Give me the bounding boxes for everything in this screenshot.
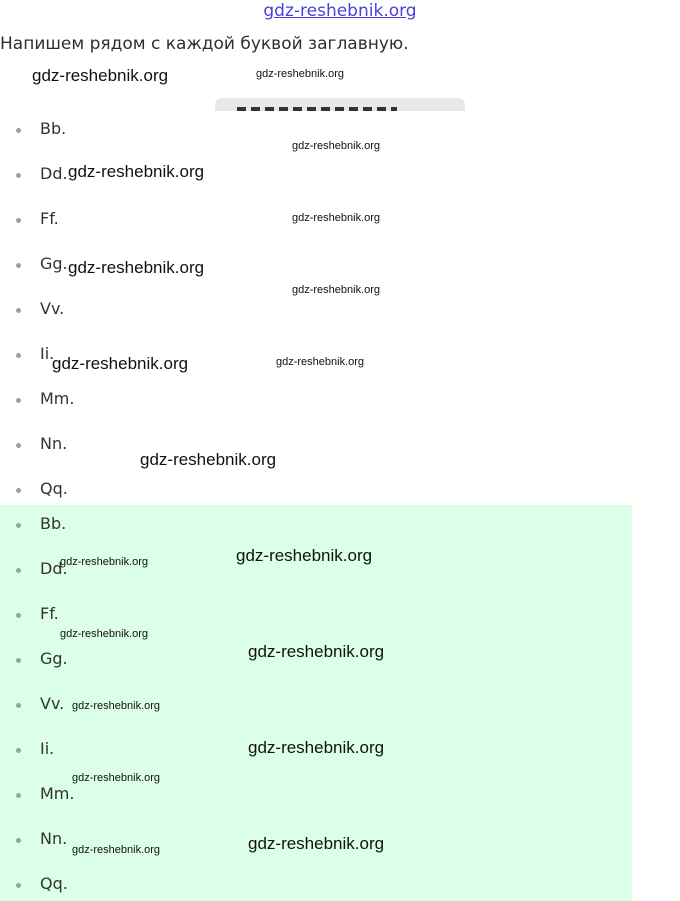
bullet-icon bbox=[16, 218, 21, 223]
watermark: gdz-reshebnik.org bbox=[256, 68, 345, 80]
bullet-icon bbox=[16, 748, 21, 753]
bullet-icon bbox=[16, 398, 21, 403]
bullet-icon bbox=[16, 488, 21, 493]
task-instruction: Напишем рядом с каждой буквой заглавную. bbox=[0, 34, 409, 54]
bullet-icon bbox=[16, 658, 21, 663]
bullet-icon bbox=[16, 703, 21, 708]
watermark: gdz-reshebnik.org bbox=[236, 546, 373, 565]
tab-label-fragment bbox=[237, 107, 397, 111]
watermark: gdz-reshebnik.org bbox=[140, 450, 277, 469]
bullet-icon bbox=[16, 173, 21, 178]
bullet-icon bbox=[16, 308, 21, 313]
watermark: gdz-reshebnik.org bbox=[292, 284, 381, 296]
watermark: gdz-reshebnik.org bbox=[276, 356, 365, 368]
watermark: gdz-reshebnik.org bbox=[248, 738, 385, 757]
watermark: gdz-reshebnik.org bbox=[52, 354, 189, 373]
bullet-icon bbox=[16, 523, 21, 528]
watermark: gdz-reshebnik.org bbox=[60, 556, 149, 568]
watermark: gdz-reshebnik.org bbox=[72, 772, 161, 784]
watermark: gdz-reshebnik.org bbox=[32, 66, 169, 85]
watermark: gdz-reshebnik.org bbox=[68, 162, 205, 181]
bullet-icon bbox=[16, 353, 21, 358]
bullet-icon bbox=[16, 793, 21, 798]
bullet-icon bbox=[16, 263, 21, 268]
watermark: gdz-reshebnik.org bbox=[72, 844, 161, 856]
watermark: gdz-reshebnik.org bbox=[72, 700, 161, 712]
watermark: gdz-reshebnik.org bbox=[292, 140, 381, 152]
watermark: gdz-reshebnik.org bbox=[248, 834, 385, 853]
bullet-icon bbox=[16, 128, 21, 133]
watermark: gdz-reshebnik.org bbox=[292, 212, 381, 224]
bullet-icon bbox=[16, 443, 21, 448]
answer-tab[interactable] bbox=[215, 98, 465, 111]
bullet-icon bbox=[16, 838, 21, 843]
site-link[interactable]: gdz-reshebnik.org bbox=[263, 1, 417, 21]
watermark: gdz-reshebnik.org bbox=[68, 258, 205, 277]
bullet-icon bbox=[16, 568, 21, 573]
watermark: gdz-reshebnik.org bbox=[248, 642, 385, 661]
bullet-icon bbox=[16, 883, 21, 888]
watermark: gdz-reshebnik.org bbox=[60, 628, 149, 640]
bullet-icon bbox=[16, 613, 21, 618]
